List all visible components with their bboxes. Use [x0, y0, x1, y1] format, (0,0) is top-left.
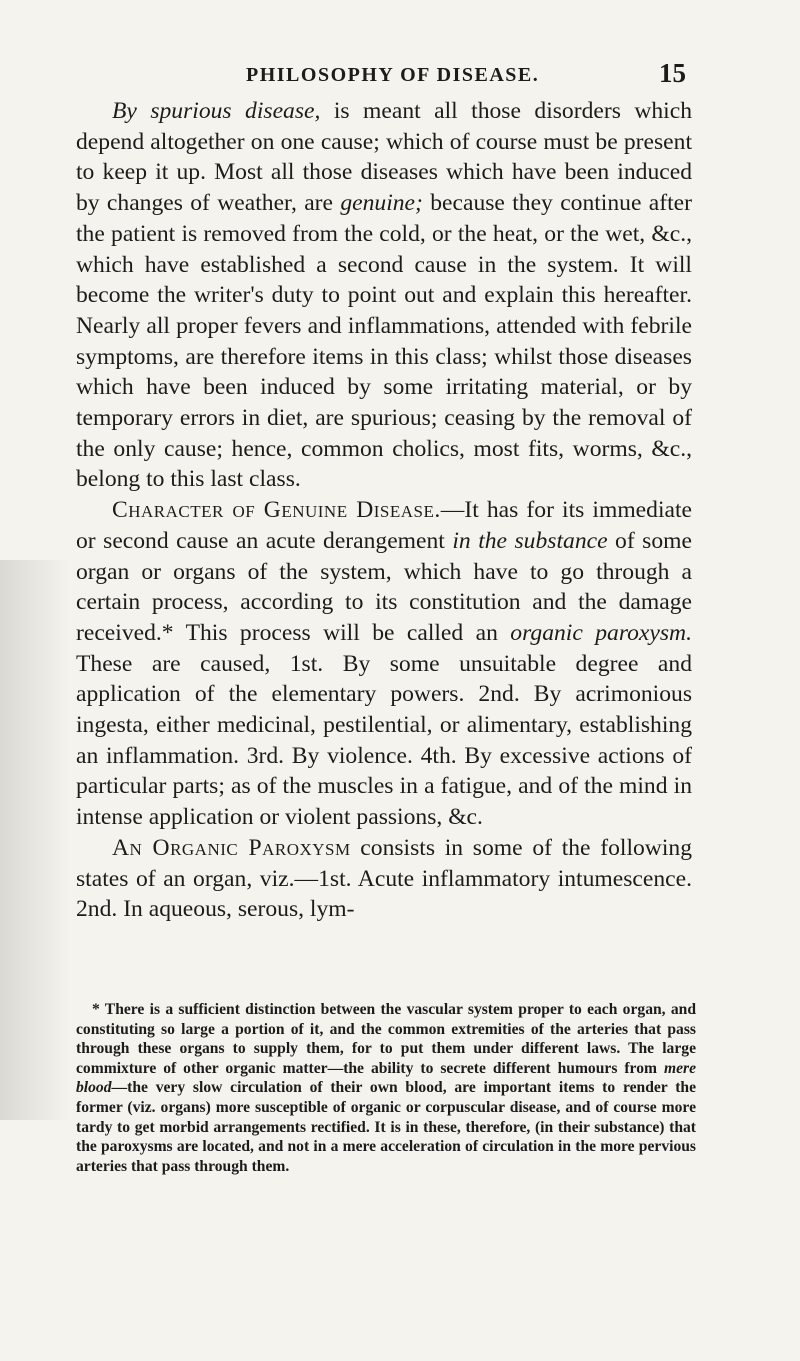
paragraph-text: is meant all those disorders which depend altogether on one cause; which of course must be present to keep it up. Most all those diseases which have been induced by changes of weather, are — [76, 98, 692, 217]
paragraph-text: consists in some of the following states of an organ, viz.—1st. Acute inflammatory intumescence. 2nd. In aqueous, serous, lym- — [76, 834, 692, 923]
term-mere-blood: mere blood — [76, 1059, 696, 1097]
footnote — [76, 1000, 696, 1176]
footnote-paragraph — [76, 1000, 696, 1176]
paragraph-text: These are caused, 1st. By some unsuitable degree and application of the elementary powers. 2nd. By acrimonious ingesta, either medicinal, pestilential, or alimentary, establishing an inflammation. 3rd. By violence. 4th. By excessive actions of particular parts; as of the muscles in a fatigue, and of the mind in intense application or violent passions, &c. — [76, 650, 692, 831]
term-organic-paroxysm: organic paroxysm. — [510, 619, 692, 646]
section-heading-organic-paroxysm: An Organic Paroxysm — [112, 834, 351, 861]
page-number: 15 — [659, 58, 686, 88]
term-genuine: genuine; — [340, 190, 423, 217]
paragraph-text: —It has for its immediate or second cause an acute derangement — [76, 497, 692, 554]
body-text — [76, 96, 692, 925]
term-in-the-substance: in the substance — [452, 527, 608, 554]
paragraph-spurious-disease — [76, 96, 692, 495]
footnote-text: * There is a sufficient distinction between the vascular system proper to each organ, and constituting so large a portion of it, and the common extremities of the arteries that pass through these organs to supply them, for to put them under different laws. The large commixture of other organic matter—the ability to secrete different humours from — [76, 1001, 696, 1077]
running-head — [246, 58, 686, 92]
footnote-text: —the very slow circulation of their own blood, are important items to render the former (viz. organs) more susceptible of organic or corpuscular disease, and of course more tardy to get morbid arrangements rectified. It is in these, therefore, (in their substance) that the paroxysms are located, and not in a mere acceleration of circulation in the more pervious arteries that pass through them. — [76, 1079, 696, 1175]
binding-shadow — [0, 560, 70, 1120]
section-heading-genuine-disease: Character of Genuine Disease. — [112, 497, 441, 524]
paragraph-organic-paroxysm — [76, 833, 692, 925]
paragraph-text: because they continue after the patient is removed from the cold, or the heat, or the wet, &c., which have established a second cause in the system. It will become the writer's duty to point out and explain this hereafter. Nearly all proper fevers and inflammations, attended with febrile symptoms, are therefore items in this class; whilst those diseases which have been induced by some irritating material, or by temporary errors in diet, are spurious; ceasing by the removal of the only cause; hence, common cholics, most fits, worms, &c., belong to this last class. — [76, 190, 692, 493]
term-spurious-disease: By spurious disease, — [112, 98, 321, 124]
running-title: PHILOSOPHY OF DISEASE. — [246, 64, 540, 86]
paragraph-text: of some organ or organs of the system, which have to go through a certain process, according to its constitution and the damage received.* This process will be called an — [76, 527, 692, 646]
paragraph-genuine-disease — [76, 495, 692, 833]
